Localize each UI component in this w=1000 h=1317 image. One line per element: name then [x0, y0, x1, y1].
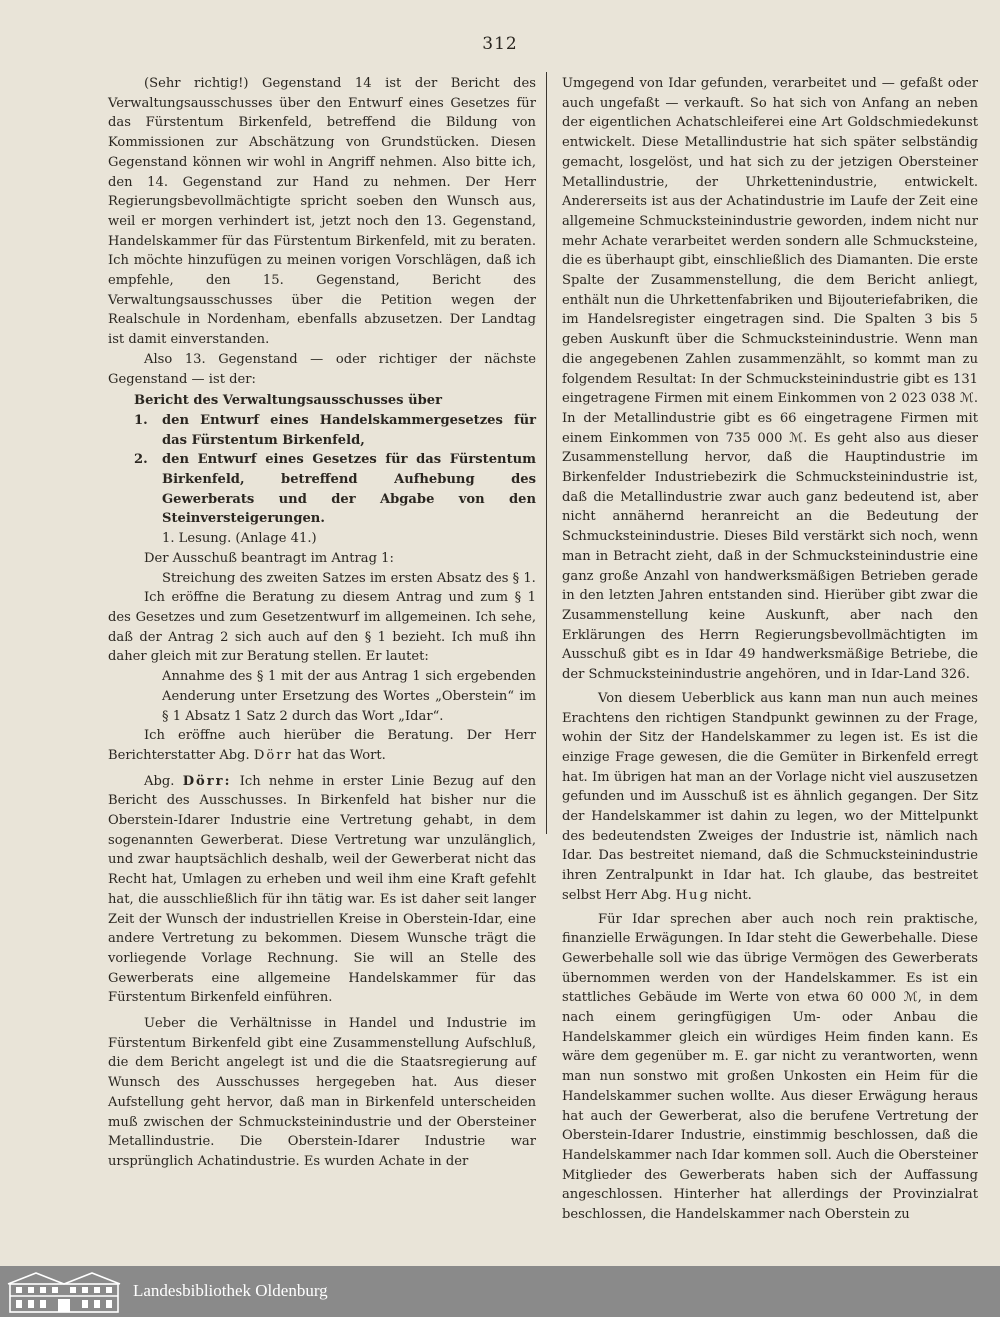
paragraph: [562, 689, 978, 906]
paragraph: Der Ausschuß beantragt im Antrag 1:: [144, 550, 394, 566]
agenda-item-text: den Entwurf eines Handelskammergesetzes für das Fürstentum Birkenfeld,: [162, 412, 536, 448]
library-name: Landesbibliothek Oldenburg: [133, 1281, 328, 1300]
speaker-name: Dörr:: [182, 773, 232, 789]
agenda-item: [134, 450, 536, 529]
speaker-name: Hug: [675, 887, 710, 903]
paragraph: Für Idar sprechen aber auch noch rein praktische, finanzielle Erwägungen. In Idar steht die Gewerbehalle. Diese Gewerbehalle soll wie das übrige Vermögen des Gewerberats übernommen werden von der Handelskammer. Es ist ein stattliches Gebäude im Werte von etwa 60 000 ℳ, in dem nach einem geringfügigen Um- oder Anbau die Handelskammer gleich ein würdiges Heim finden kann. Es wäre dem gegenüber m. E. gar nicht zu verantworten, wenn man nun sonstwo mit großen Unkosten ein Heim für die Handelskammer suchen wollte. Aus dieser Erwägung heraus hat auch der Gewerberat, also die berufene Vertretung der Oberstein-Idarer Industrie, einstimmig beschlossen, daß die Handelskammer nach Idar kommen soll. Auch die Obersteiner Mitglieder des Gewerberats haben sich der Auffassung angeschlossen. Hinterher hat allerdings der Provinzialrat beschlossen, die Handelskammer nach Oberstein zu: [562, 911, 978, 1223]
motion-quote: Annahme des § 1 mit der aus Antrag 1 sich ergebenden Aenderung unter Ersetzung des Wortes „Oberstein“ im § 1 Absatz 1 Satz 2 durch das Wort „Idar“.: [162, 669, 536, 724]
column-divider: [546, 72, 547, 834]
agenda-item: [134, 411, 536, 450]
paragraph: Ueber die Verhältnisse in Handel und Industrie im Fürstentum Birkenfeld gibt eine Zusammenstellung Aufschluß, die dem Bericht angelegt ist und die die Staatsregierung auf Wunsch des Ausschusses hergegeben hat. Aus dieser Aufstellung geht hervor, daß man in Birkenfeld unterscheiden muß zwischen der Schmucksteinindustrie und der Obersteiner Metallindustrie. Die Oberstein-Idarer Industrie war ursprünglich Achatindustrie. Es wurden Achate in der: [108, 1016, 536, 1169]
left-column: [108, 74, 536, 1172]
paragraph: [108, 726, 536, 765]
text-run: Abg.: [144, 773, 175, 789]
agenda-item-text: den Entwurf eines Gesetzes für das Fürstentum Birkenfeld, betreffend Aufhebung des Gewerberats und der Abgabe von den Steinversteigerungen.: [162, 452, 536, 527]
speaker-name: Dörr: [253, 747, 293, 763]
paragraph: Also 13. Gegenstand — oder richtiger der nächste Gegenstand — ist der:: [108, 351, 536, 387]
text-run: Ich nehme in erster Linie Bezug auf den Bericht des Ausschusses. In Birkenfeld hat bisher nur die Oberstein-Idarer Industrie eine Vertretung gehabt, in dem sogenannten Gewerberat. Diese Vertretung war unzulänglich, und zwar hauptsächlich deshalb, weil der Gewerberat nicht das Recht hat, Umlagen zu erheben und weil ihm eine Kraft gefehlt hat, die ausschließlich für ihn tätig war. Es ist daher seit langer Zeit der Wunsch der industriellen Kreise in Oberstein-Idar, eine andere Vertretung zu bekommen. Diesem Wunsche trägt die vorliegende Vorlage Rechnung. Sie will an Stelle des Gewerberats eine allgemeine Handelskammer für das Fürstentum Birkenfeld einführen.: [108, 773, 536, 1006]
text-run: Ich eröffne auch hierüber die Beratung. Der Herr Berichterstatter Abg.: [108, 728, 536, 763]
right-column: [562, 74, 978, 1225]
agenda-item-number: 1.: [134, 412, 148, 428]
motion-quote: Streichung des zweiten Satzes im ersten Absatz des § 1.: [162, 570, 536, 586]
paragraph: Ich eröffne die Beratung zu diesem Antrag und zum § 1 des Gesetzes und zum Gesetzentwurf im allgemeinen. Ich sehe, daß der Antrag 2 sich auch auf den § 1 bezieht. Ich muß ihn daher gleich mit zur Beratung stellen. Er lautet:: [108, 590, 536, 665]
text-run: Von diesem Ueberblick aus kann man nun auch meines Erachtens den richtigen Standpunkt gewinnen zu der Frage, wohin der Sitz der Handelskammer zu legen ist. Es ist die einzige Frage gewesen, die die Gemüter in Birkenfeld erregt hat. Im übrigen hat man an der Vorlage nicht viel auszusetzen gefunden und im Ausschuß ist es ähnlich gegangen. Der Sitz der Handelskammer ist dahin zu legen, wo der Mittelpunkt des bedeutendsten Zweiges der Industrie ist, nämlich nach Idar. Das bestreitet niemand, daß die Schmucksteinindustrie ihren Zentralpunkt in Idar hat. Ich glaube, das bestreitet selbst Herr Abg.: [562, 690, 978, 903]
agenda-heading-intro: Bericht des Verwaltungsausschusses über: [134, 393, 442, 409]
agenda-heading: [134, 391, 536, 549]
paragraph: (Sehr richtig!) Gegenstand 14 ist der Bericht des Verwaltungsausschusses über den Entwurf eines Gesetzes für das Fürstentum Birkenfeld, betreffend die Bildung von Kommissionen zur Abschätzung von Grundstücken. Diesen Gegenstand können wir wohl in Angriff nehmen. Also bitte ich, den 14. Gegenstand zur Hand zu nehmen. Der Herr Regierungsbevollmächtigte spricht soeben den Wunsch aus, weil er morgen verhindert ist, jetzt noch den 13. Gegenstand, Handelskammer für das Fürstentum Birkenfeld, mit zu beraten. Ich möchte hinzufügen zu meinen vorigen Vorschlägen, daß ich empfehle, den 15. Gegenstand, Bericht des Verwaltungsausschusses über die Petition wegen der Realschule in Nordenham, ebenfalls abzusetzen. Der Landtag ist damit einverstanden.: [108, 76, 536, 348]
paragraph: [108, 772, 536, 1008]
text-run: nicht.: [714, 887, 752, 903]
text-run: hat das Wort.: [296, 747, 386, 763]
paragraph: Umgegend von Idar gefunden, verarbeitet und — gefaßt oder auch ungefaßt — verkauft. So hat sich von Anfang an neben der eigentlichen Achatschleiferei eine Art Goldschmiedekunst entwickelt. Diese Metallindustrie hat sich später selbständig gemacht, losgelöst, und hat sich zu der jetzigen Obersteiner Metallindustrie, der Uhrkettenindustrie, entwickelt. Andererseits ist aus der Achatindustrie im Laufe der Zeit eine allgemeine Schmucksteinindustrie geworden, indem nicht nur mehr Achate verarbeitet werden sondern alle Schmucksteine, die es überhaupt gibt, einschließlich des Diamanten. Die erste Spalte der Zusammenstellung, die dem Bericht anliegt, enthält nun die Uhrkettenfabriken und Bijouteriefabriken, die im Handelsregister eingetragen sind. Die Spalten 3 bis 5 geben Auskunft über die Schmucksteinindustrie. Wenn man die angegebenen Zahlen zusammenzählt, so kommt man zu folgendem Resultat: In der Schmucksteinindustrie gibt es 131 eingetragene Firmen mit einem Einkommen von 2 023 038 ℳ. In der Metallindustrie gibt es 66 eingetragene Firmen mit einem Einkommen von 735 000 ℳ. Es geht also aus dieser Zusammenstellung hervor, daß die Hauptindustrie im Birkenfelder Industriebezirk die Schmucksteinindustrie ist, daß die Metallindustrie zwar auch ganz bedeutend ist, aber nicht annähernd heranreicht an die Bedeutung der Schmucksteinindustrie. Dieses Bild verstärkt sich noch, wenn man in Betracht zieht, daß in der Schmucksteinindustrie eine ganz große Anzahl von handwerksmäßigen Betrieben gerade in den letzten Jahren entstanden sind. Hierüber gibt zwar die Zusammenstellung keine Auskunft, aber nach den Erklärungen des Herrn Regierungsbevollmächtigten im Ausschuß gibt es in Idar 49 handwerksmäßige Betriebe, die der Schmucksteinindustrie angehören, und in Idar-Land 326.: [562, 76, 978, 683]
page-number: 312: [482, 34, 518, 54]
library-building-icon: [6, 1270, 122, 1314]
agenda-item-number: 2.: [134, 452, 148, 468]
reading-note: 1. Lesung. (Anlage 41.): [162, 531, 317, 547]
